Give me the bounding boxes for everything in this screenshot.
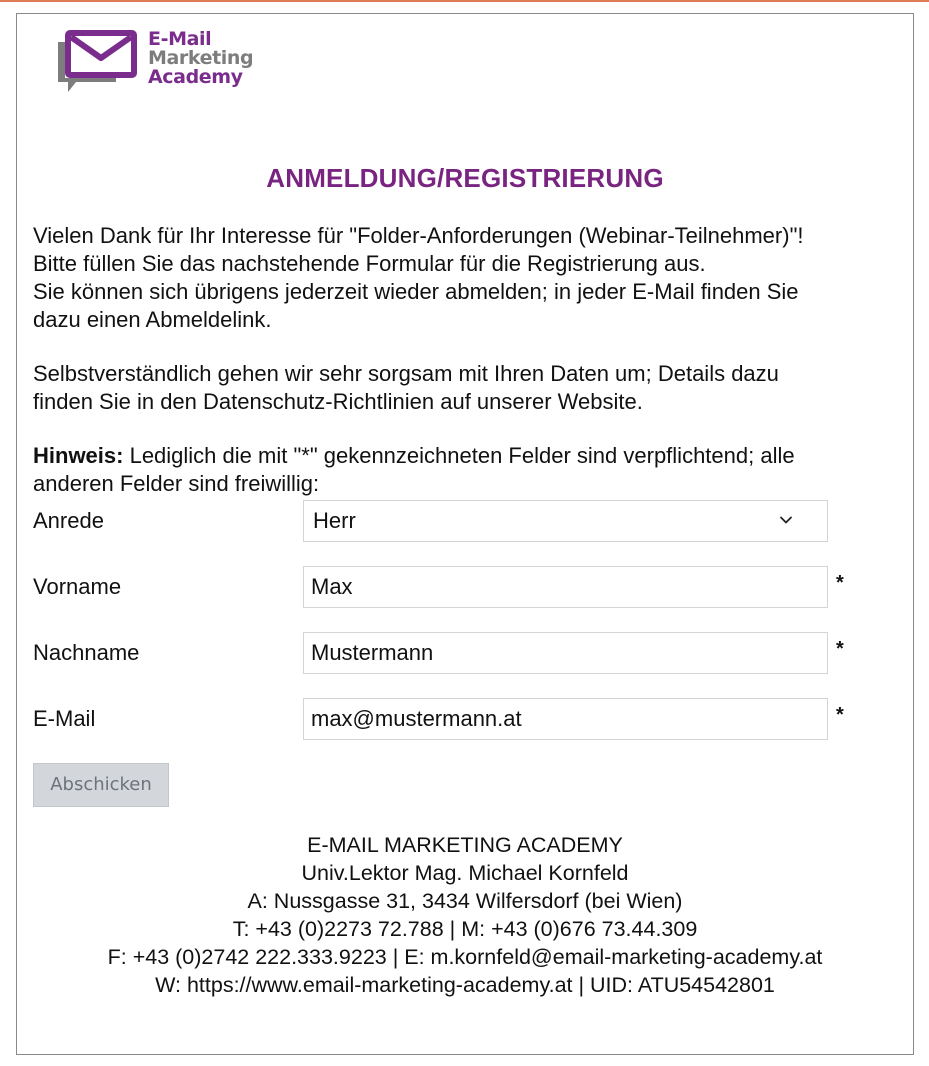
salutation-value: Herr [313, 508, 356, 533]
footer-company: E-MAIL MARKETING ACADEMY [307, 833, 623, 857]
hint-line-1 [33, 442, 903, 470]
top-accent-line [0, 0, 929, 2]
footer-phone: T: +43 (0)2273 72.788 | M: +43 (0)676 73.44.309 [232, 917, 698, 941]
last-name-row [33, 632, 893, 674]
chevron-down-icon [779, 513, 793, 527]
logo-line-3: Academy [148, 66, 243, 88]
logo-wordmark [148, 30, 253, 87]
first-name-label: Vorname [33, 574, 122, 599]
academy-logo[interactable] [54, 30, 264, 100]
page-title: ANMELDUNG/REGISTRIERUNG [266, 163, 664, 193]
email-row [33, 698, 893, 740]
required-mark: * [836, 704, 844, 726]
required-mark: * [836, 572, 844, 594]
logo-line-1: E-Mail [148, 28, 212, 50]
last-name-input[interactable]: Mustermann [303, 632, 828, 674]
salutation-label: Anrede [33, 508, 104, 533]
hint-text: Lediglich die mit "*" gekennzeichneten Felder sind verpflichtend; alle [123, 443, 795, 468]
footer-fax-email[interactable]: F: +43 (0)2742 222.333.9223 | E: m.kornfeld@email-marketing-academy.at [107, 945, 823, 969]
hint-line-2: anderen Felder sind freiwillig: [33, 471, 320, 496]
submit-button[interactable]: Abschicken [33, 763, 169, 807]
intro-line-1: Vielen Dank für Ihr Interesse für "Folder-Anforderungen (Webinar-Teilnehmer)"! [33, 223, 804, 248]
footer-contact [16, 831, 914, 999]
privacy-line-2: finden Sie in den Datenschutz-Richtlinien auf unserer Website. [33, 389, 643, 414]
envelope-speech-bubble-icon [54, 30, 138, 98]
first-name-input[interactable]: Max [303, 566, 828, 608]
intro-line-3: Sie können sich übrigens jederzeit wieder abmelden; in jeder E-Mail finden Sie [33, 279, 799, 304]
intro-text [33, 222, 903, 498]
salutation-select[interactable] [303, 500, 828, 542]
last-name-label: Nachname [33, 640, 140, 665]
email-input[interactable]: max@mustermann.at [303, 698, 828, 740]
logo-line-2: Marketing [148, 47, 254, 69]
email-label: E-Mail [33, 706, 96, 731]
footer-person: Univ.Lektor Mag. Michael Kornfeld [301, 861, 629, 885]
privacy-line-1: Selbstverständlich gehen wir sehr sorgsam mit Ihren Daten um; Details dazu [33, 361, 779, 386]
intro-line-4: dazu einen Abmeldelink. [33, 307, 272, 332]
salutation-row [33, 500, 893, 542]
hint-label: Hinweis: [33, 443, 124, 468]
required-mark: * [836, 638, 844, 660]
footer-address: A: Nussgasse 31, 3434 Wilfersdorf (bei Wien) [247, 889, 683, 913]
first-name-row [33, 566, 893, 608]
intro-line-2: Bitte füllen Sie das nachstehende Formular für die Registrierung aus. [33, 251, 706, 276]
footer-web-uid[interactable]: W: https://www.email-marketing-academy.at | UID: ATU54542801 [155, 973, 775, 997]
